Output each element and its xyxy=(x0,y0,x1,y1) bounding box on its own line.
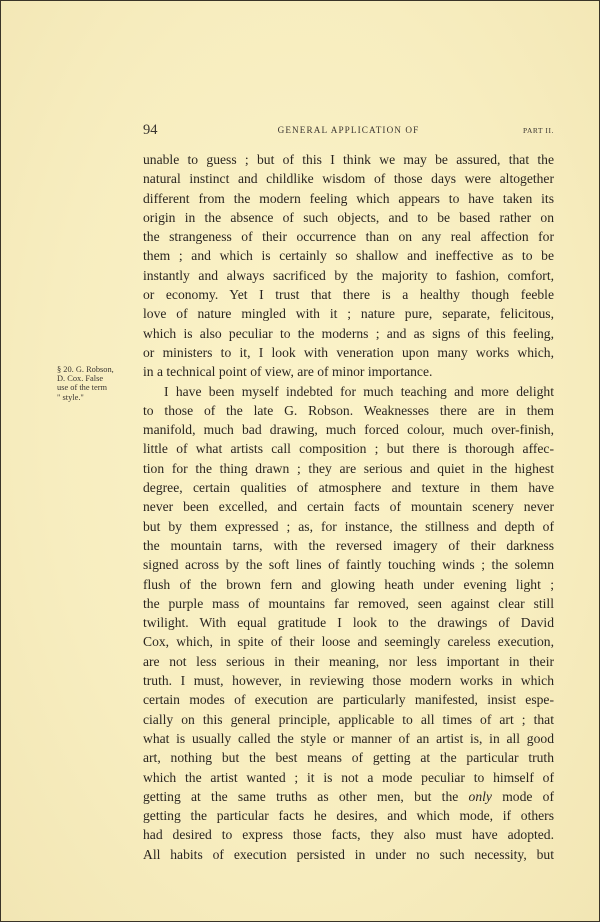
text-line: getting the particular facts he desires, and which mode, if others xyxy=(143,808,554,824)
text-line: love of nature mingled with it ; nature pure, separate, felicitous, xyxy=(143,306,554,322)
running-head-part: PART II. xyxy=(522,126,554,135)
text-line: Cox, which, in spite of their loose and seemingly careless execution, xyxy=(143,634,554,650)
text-line: unable to guess ; but of this I think we may be assured, that the xyxy=(143,152,554,167)
text-line: art, nothing but the best means of getting at the particular truth xyxy=(143,750,554,766)
text-line-with-italic xyxy=(143,787,554,806)
text-line: the purple mass of mountains far removed, seen against clear still xyxy=(143,595,554,611)
text-line: truth. I must, however, in reviewing those modern works in which xyxy=(143,673,554,689)
text-line: degree, certain qualities of atmosphere and texture in them have xyxy=(143,480,554,496)
body-text xyxy=(143,150,554,864)
margin-note-line: D. Cox. False xyxy=(57,374,104,384)
running-head-title: GENERAL APPLICATION OF xyxy=(277,125,420,135)
margin-note-line: " style." xyxy=(57,392,84,402)
paragraph-start-line: I have been myself indebted for much teaching and more delight xyxy=(164,383,554,399)
text-line: little of what artists call composition ; but there is thorough affec- xyxy=(143,441,554,457)
text-line: never been excelled, and certain facts of mountain scenery never xyxy=(143,499,554,515)
margin-note-line: § 20. G. Robson, xyxy=(57,365,114,374)
text-line: them ; and which is certainly so shallow and ineffective as to be xyxy=(143,248,554,264)
text-line: flush of the brown fern and glowing heath under evening light ; xyxy=(143,576,554,592)
text-segment: getting at the same truths as other men, but the xyxy=(143,788,459,804)
text-line: to those of the late G. Robson. Weaknesses there are in them xyxy=(143,402,554,418)
text-line: certain modes of execution are particularly manifested, insist espe- xyxy=(143,692,554,708)
text-segment: mode of xyxy=(502,788,554,804)
italic-emphasis: only xyxy=(468,788,492,804)
text-line: twilight. With equal gratitude I look to the drawings of David xyxy=(143,615,554,631)
text-line: which is also peculiar to the moderns ; and as signs of this feeling, xyxy=(143,325,554,341)
page-number: 94 xyxy=(143,122,158,138)
running-head xyxy=(143,122,554,140)
text-line: natural instinct and childlike wisdom of those days were altogether xyxy=(143,171,554,187)
text-line: or ministers to it, I look with veneration upon many works which, xyxy=(143,344,554,360)
text-line: origin in the absence of such objects, and to be based rather on xyxy=(143,209,554,225)
margin-note-line: use of the term xyxy=(57,383,108,393)
text-line: the mountain tarns, with the reversed imagery of their darkness xyxy=(143,537,554,553)
text-line: the strangeness of their occurrence than on any real affection for xyxy=(143,229,554,245)
text-line: what is usually called the style or manner of an artist is, in all good xyxy=(143,730,554,746)
text-line: manifold, much bad drawing, much forced colour, much over-finish, xyxy=(143,422,554,438)
text-line: signed across by the soft lines of faintly touching winds ; the solemn xyxy=(143,557,554,573)
text-line: but by them expressed ; as, for instance, the stillness and depth of xyxy=(143,518,554,534)
text-line: cially on this general principle, applicable to all times of art ; that xyxy=(143,711,554,727)
text-line: which the artist wanted ; it is not a mode peculiar to himself of xyxy=(143,769,554,785)
text-line: or economy. Yet I trust that there is a healthy though feeble xyxy=(143,287,554,303)
text-line: different from the modern feeling which appears to have taken its xyxy=(143,190,554,206)
text-line: All habits of execution persisted in under no such necessity, but xyxy=(143,846,554,862)
text-line: instantly and always sacrificed by the majority to fashion, comfort, xyxy=(143,267,554,283)
margin-note xyxy=(57,365,137,402)
text-line: tion for the thing drawn ; they are serious and quiet in the highest xyxy=(143,460,554,476)
text-line: are not less serious in their meaning, nor less important in their xyxy=(143,653,554,669)
text-line: had desired to express those facts, they also must have adopted. xyxy=(143,827,554,843)
text-line: in a technical point of view, are of minor importance. xyxy=(143,364,433,380)
